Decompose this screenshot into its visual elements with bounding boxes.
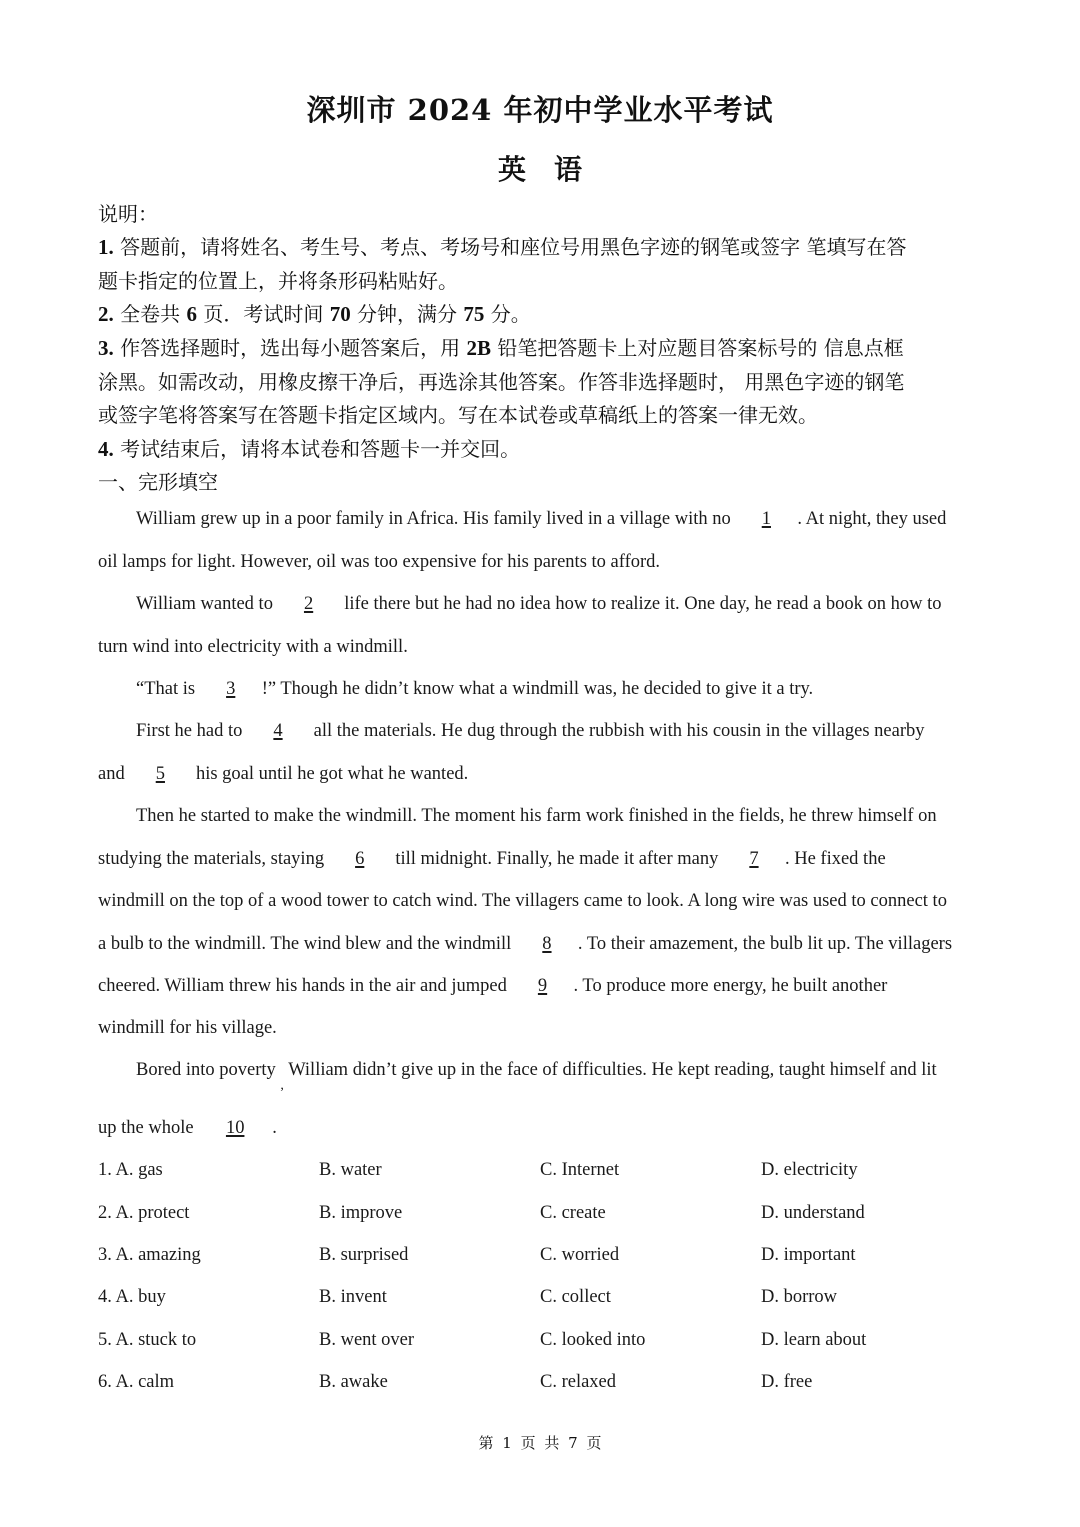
passage-text: . To produce more energy, he built another — [573, 976, 888, 996]
option-b: B. water — [319, 1160, 382, 1180]
blank-6: 6 — [355, 849, 365, 869]
passage-line — [98, 934, 952, 955]
instruction-3-line-1 — [98, 332, 988, 366]
instruction-3-line-2: 涂黑。如需改动，用橡皮擦干净后，再选涂其他答案。作答非选择题时， 用黑色字迹的钢笔 — [98, 370, 905, 394]
passage-line: windmill on the top of a wood tower to catch wind. The villagers came to look. A long wire was used to connect to — [98, 891, 947, 911]
option-d: D. learn about — [761, 1330, 867, 1350]
instructions-label: 说明： — [98, 202, 158, 226]
option-a: 2. A. protect — [98, 1203, 190, 1223]
passage-text: William wanted to — [136, 594, 273, 614]
option-a: 3. A. amazing — [98, 1245, 201, 1265]
instruction-3-text-a: 作答选择题时，选出每小题答案后，用 — [120, 336, 461, 360]
blank-8: 8 — [542, 934, 552, 954]
option-a: 1. A. gas — [98, 1160, 163, 1180]
passage-text: cheered. William threw his hands in the air and jumped — [98, 976, 507, 996]
exam-title: 深圳市 2024 年初中学业水平考试 — [306, 93, 774, 127]
option-c: C. relaxed — [540, 1372, 617, 1392]
option-b: B. awake — [319, 1372, 388, 1392]
question-2-options — [98, 1203, 988, 1231]
passage-line — [98, 764, 468, 785]
blank-5: 5 — [155, 764, 165, 784]
passage-text: till midnight. Finally, he made it after many — [395, 849, 719, 869]
question-4-options — [98, 1287, 988, 1315]
option-c: C. collect — [540, 1287, 611, 1307]
passage-text: up the whole — [98, 1118, 194, 1138]
passage-text: “That is — [136, 679, 196, 699]
passage-text: a bulb to the windmill. The wind blew and the windmill — [98, 934, 512, 954]
instruction-2-text-a: 全卷共 — [120, 302, 181, 326]
option-a: 4. A. buy — [98, 1287, 166, 1307]
passage-text: William didn’t give up in the face of difficulties. He kept reading, taught himself and lit — [288, 1060, 937, 1080]
option-a: 5. A. stuck to — [98, 1330, 197, 1350]
instruction-2-text-b: 页．考试时间 — [203, 302, 324, 326]
subject-title: 英 语 — [497, 153, 582, 186]
blank-7: 7 — [749, 849, 759, 869]
option-d: D. borrow — [761, 1287, 838, 1307]
passage-text: . To their amazement, the bulb lit up. The villagers — [577, 934, 953, 954]
passage-line — [136, 721, 925, 742]
instruction-1-text: 答题前，请将姓名、考生号、考点、考场号和座位号用黑色字迹的钢笔或签字 笔填写在答 — [120, 235, 907, 259]
passage-text: all the materials. He dug through the rubbish with his cousin in the villages nearby — [313, 721, 925, 741]
blank-3: 3 — [226, 679, 236, 699]
instruction-1-line-2: 题卡指定的位置上，并将条形码粘贴好。 — [98, 269, 458, 293]
instruction-1-line-1 — [98, 231, 988, 265]
instruction-2 — [98, 298, 988, 332]
passage-text: and — [98, 764, 125, 784]
question-6-options — [98, 1372, 988, 1400]
total-pages: 6 — [186, 302, 197, 326]
option-a: 6. A. calm — [98, 1372, 175, 1392]
passage-line — [136, 1060, 937, 1093]
instruction-3-number: 3. — [98, 336, 114, 360]
passage-line: oil lamps for light. However, oil was too expensive for his parents to afford. — [98, 552, 661, 572]
instruction-2-text-d: 分。 — [490, 302, 531, 326]
passage-text: studying the materials, staying — [98, 849, 325, 869]
full-score: 75 — [463, 302, 485, 326]
option-c: C. Internet — [540, 1160, 620, 1180]
option-d: D. understand — [761, 1203, 865, 1223]
passage-line: turn wind into electricity with a windmill. — [98, 637, 408, 657]
section-heading: 一、完形填空 — [98, 470, 218, 494]
option-c: C. looked into — [540, 1330, 646, 1350]
passage-line — [136, 509, 946, 530]
passage-line — [98, 976, 887, 997]
blank-4: 4 — [273, 721, 283, 741]
passage-text: William grew up in a poor family in Africa. His family lived in a village with no — [136, 509, 731, 529]
option-b: B. surprised — [319, 1245, 409, 1265]
blank-9: 9 — [537, 976, 548, 996]
question-3-options — [98, 1245, 988, 1273]
instruction-3-line-3: 或签字笔将答案写在答题卡指定区域内。写在本试卷或草稿纸上的答案一律无效。 — [98, 403, 818, 427]
instruction-3-text-b: 铅笔把答题卡上对应题目答案标号的 信息点框 — [497, 336, 904, 360]
option-d: D. electricity — [761, 1160, 858, 1180]
option-b: B. went over — [319, 1330, 415, 1350]
option-b: B. invent — [319, 1287, 387, 1307]
blank-1: 1 — [761, 509, 771, 529]
instruction-2-text-c: 分钟，满分 — [357, 302, 458, 326]
passage-line: windmill for his village. — [98, 1018, 277, 1038]
question-5-options — [98, 1330, 988, 1358]
passage-line — [136, 594, 941, 615]
passage-text: . At night, they used — [797, 509, 947, 529]
exam-duration: 70 — [329, 302, 351, 326]
page-number-footer: 第 1 页 共 7 页 — [478, 1434, 602, 1452]
instruction-4 — [98, 433, 988, 467]
passage-line — [98, 1118, 277, 1139]
passage-line: Then he started to make the windmill. The moment his farm work finished in the fields, he threw himself on — [136, 806, 937, 826]
option-d: D. important — [761, 1245, 856, 1265]
passage-text: Bored into poverty — [136, 1060, 276, 1080]
passage-line — [136, 679, 813, 700]
instruction-4-number: 4. — [98, 437, 114, 461]
passage-text: . — [272, 1118, 277, 1138]
blank-10: 10 — [225, 1118, 245, 1138]
option-d: D. free — [761, 1372, 813, 1392]
instruction-2-number: 2. — [98, 302, 114, 326]
passage-line — [98, 849, 886, 870]
question-1-options — [98, 1160, 988, 1188]
passage-text: First he had to — [136, 721, 243, 741]
option-c: C. create — [540, 1203, 606, 1223]
instruction-1-number: 1. — [98, 235, 114, 259]
passage-text: his goal until he got what he wanted. — [195, 764, 469, 784]
passage-text: . He fixed the — [784, 849, 886, 869]
passage-text: life there but he had no idea how to realize it. One day, he read a book on how to — [344, 594, 942, 614]
instruction-4-text: 考试结束后，请将本试卷和答题卡一并交回。 — [120, 437, 521, 461]
stray-comma: , — [280, 1078, 284, 1093]
blank-2: 2 — [303, 594, 314, 614]
option-b: B. improve — [319, 1203, 403, 1223]
pencil-type: 2B — [466, 336, 491, 360]
passage-text: !” Though he didn’t know what a windmill was, he decided to give it a try. — [261, 679, 814, 699]
option-c: C. worried — [540, 1245, 620, 1265]
